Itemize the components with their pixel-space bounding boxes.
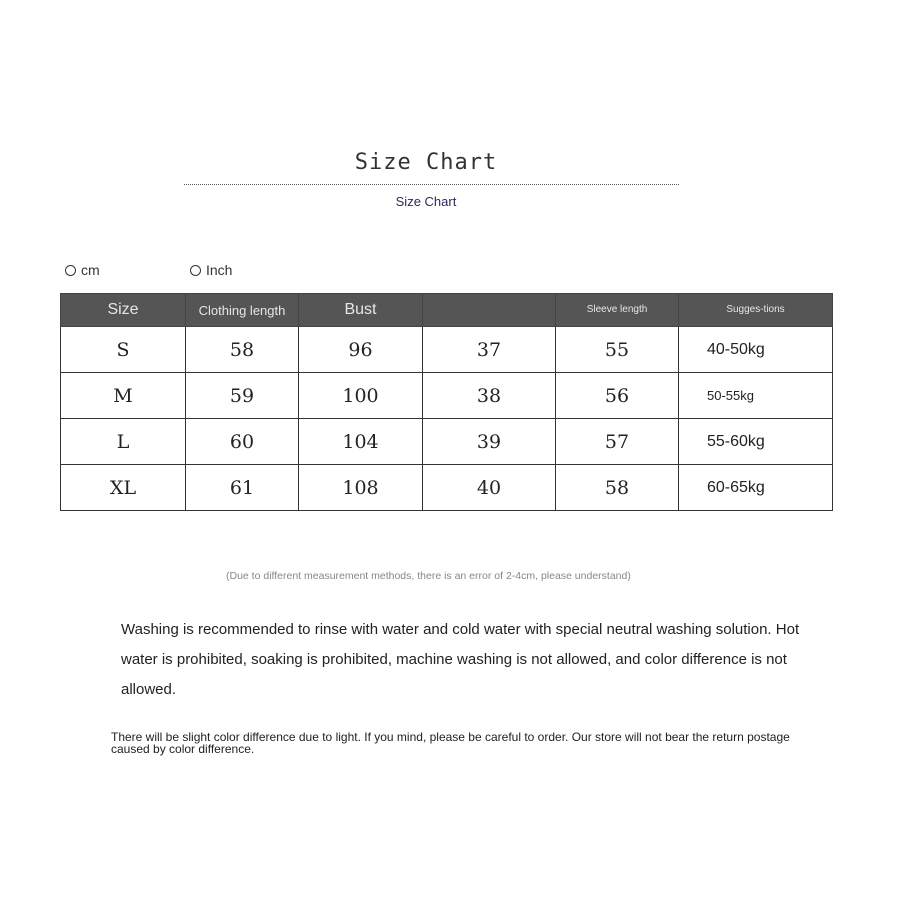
column-header-suggestions: Sugges-tions [679, 294, 833, 327]
cell-blank: 40 [423, 465, 556, 511]
cell-blank: 38 [423, 373, 556, 419]
column-header-size: Size [61, 294, 186, 327]
measurement-note: (Due to different measurement methods, there is an error of 2-4cm, please understand) [226, 570, 631, 582]
cell-blank: 37 [423, 327, 556, 373]
column-header-sleeve: Sleeve length [556, 294, 679, 327]
cell-suggestion: 55-60kg [679, 419, 833, 465]
cell-size: M [61, 373, 186, 419]
table-row [61, 373, 833, 419]
radio-circle-icon [190, 265, 201, 276]
cell-size: L [61, 419, 186, 465]
cell-bust: 100 [299, 373, 423, 419]
cell-suggestion: 40-50kg [679, 327, 833, 373]
cell-sleeve: 55 [556, 327, 679, 373]
color-difference-note: There will be slight color difference due to light. If you mind, please be careful to order. Our store will not bear the return postage caused by color difference. [111, 730, 790, 756]
unit-label-inch: Inch [206, 262, 233, 278]
cell-length: 58 [186, 327, 299, 373]
column-header-length: Clothing length [186, 294, 299, 327]
unit-label-cm: cm [81, 262, 100, 278]
title-divider [184, 184, 679, 185]
cell-size: S [61, 327, 186, 373]
table-header-row [61, 294, 833, 327]
unit-option-inch[interactable] [190, 262, 232, 278]
cell-suggestion: 60-65kg [679, 465, 833, 511]
table-row [61, 465, 833, 511]
washing-instructions: Washing is recommended to rinse with water and cold water with special neutral washing solution. Hot water is prohibited, soaking is prohibited, machine washing is not allowed, and color difference is not allowed. [121, 621, 800, 698]
page-title: Size Chart [354, 150, 498, 175]
cell-size: XL [61, 465, 186, 511]
cell-sleeve: 58 [556, 465, 679, 511]
table-row [61, 419, 833, 465]
column-header-blank [423, 294, 556, 327]
cell-sleeve: 56 [556, 373, 679, 419]
cell-blank: 39 [423, 419, 556, 465]
cell-bust: 108 [299, 465, 423, 511]
page-subtitle: Size Chart [395, 194, 457, 209]
cell-length: 60 [186, 419, 299, 465]
unit-option-cm[interactable] [65, 262, 100, 278]
column-header-bust: Bust [299, 294, 423, 327]
cell-sleeve: 57 [556, 419, 679, 465]
cell-bust: 104 [299, 419, 423, 465]
cell-length: 61 [186, 465, 299, 511]
cell-length: 59 [186, 373, 299, 419]
table-row [61, 327, 833, 373]
cell-bust: 96 [299, 327, 423, 373]
radio-circle-icon [65, 265, 76, 276]
size-table [60, 293, 833, 511]
cell-suggestion: 50-55kg [679, 373, 833, 419]
